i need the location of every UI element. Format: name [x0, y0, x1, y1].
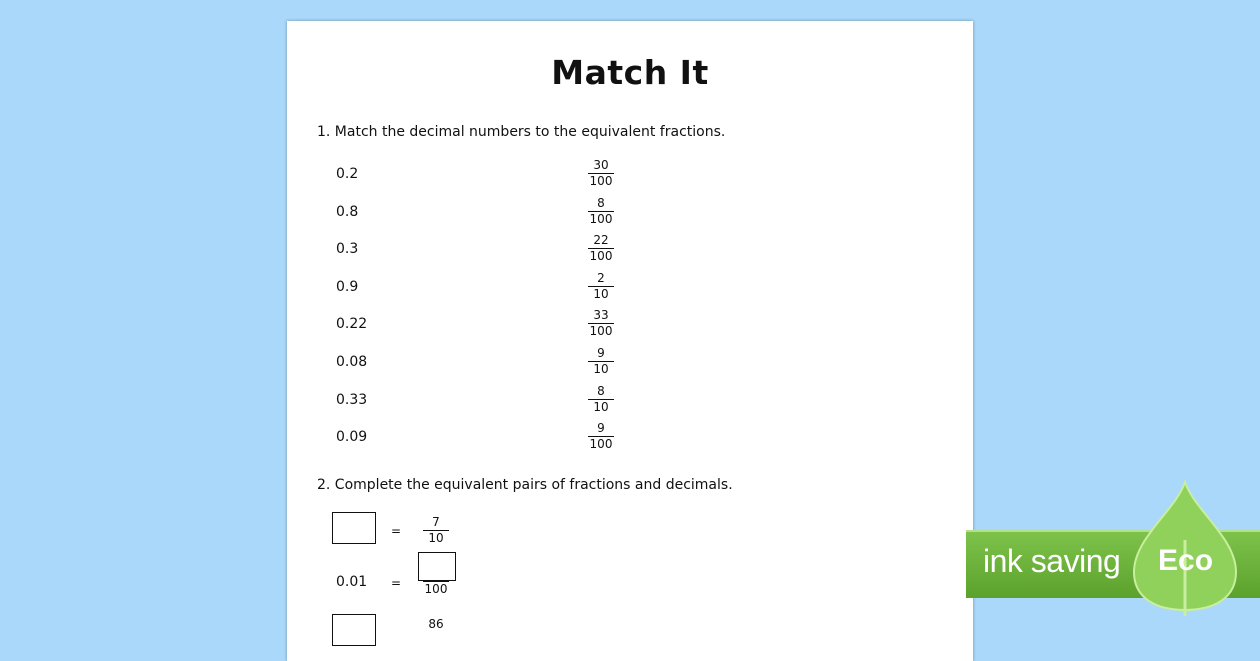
denominator: 100 — [589, 324, 613, 339]
ink-saving-label: ink saving — [983, 543, 1121, 579]
fraction-item[interactable] — [581, 233, 621, 264]
fraction-item[interactable] — [581, 158, 621, 189]
denominator: 100 — [589, 174, 613, 188]
decimal-item[interactable]: 0.8 — [336, 203, 359, 220]
fraction-item[interactable] — [581, 346, 621, 377]
fraction-item[interactable] — [581, 384, 621, 415]
numerator: 33 — [593, 308, 609, 323]
page-title: Match It — [551, 53, 709, 92]
numerator: 30 — [593, 158, 609, 172]
decimal-value: 0.01 — [336, 574, 368, 590]
denominator: 10 — [593, 399, 609, 414]
decimal-item[interactable]: 0.09 — [336, 429, 368, 446]
equals-sign: = — [391, 576, 402, 590]
numerator: 7 — [432, 515, 440, 529]
fraction-item[interactable] — [581, 421, 621, 452]
decimal-item[interactable]: 0.9 — [336, 278, 359, 295]
eco-label: Eco — [1158, 544, 1214, 577]
decimal-item[interactable]: 0.22 — [336, 316, 368, 333]
numerator: 9 — [597, 421, 605, 436]
denominator: 10 — [593, 286, 609, 301]
fraction — [416, 581, 456, 597]
fraction — [416, 515, 456, 546]
denominator: 100 — [589, 211, 613, 226]
decimal-item[interactable]: 0.2 — [336, 166, 359, 182]
decimal-item[interactable]: 0.33 — [336, 391, 368, 408]
question-1-prompt: 1. Match the decimal numbers to the equivalent fractions. — [317, 124, 726, 140]
equals-sign: = — [391, 524, 402, 538]
denominator: 100 — [589, 249, 613, 264]
decimal-item[interactable]: 0.08 — [336, 354, 368, 370]
numerator: 9 — [597, 346, 605, 360]
numerator: 2 — [597, 270, 605, 285]
denominator: 10 — [593, 362, 609, 376]
denominator: 100 — [589, 437, 613, 452]
numerator: 86 — [428, 617, 444, 631]
answer-box[interactable] — [418, 552, 456, 581]
answer-box[interactable] — [332, 614, 376, 646]
worksheet-page — [287, 21, 973, 661]
fraction-item[interactable] — [581, 308, 621, 339]
fraction-item[interactable] — [581, 196, 621, 227]
decimal-item[interactable]: 0.3 — [336, 241, 359, 258]
question-2-prompt: 2. Complete the equivalent pairs of fractions and decimals. — [317, 477, 733, 493]
fraction-item[interactable] — [581, 271, 621, 302]
denominator: 10 — [428, 531, 444, 545]
answer-box[interactable] — [332, 512, 376, 544]
numerator: 8 — [597, 195, 605, 210]
numerator: 8 — [597, 383, 605, 398]
denominator: 100 — [424, 582, 448, 596]
numerator: 22 — [593, 233, 609, 248]
